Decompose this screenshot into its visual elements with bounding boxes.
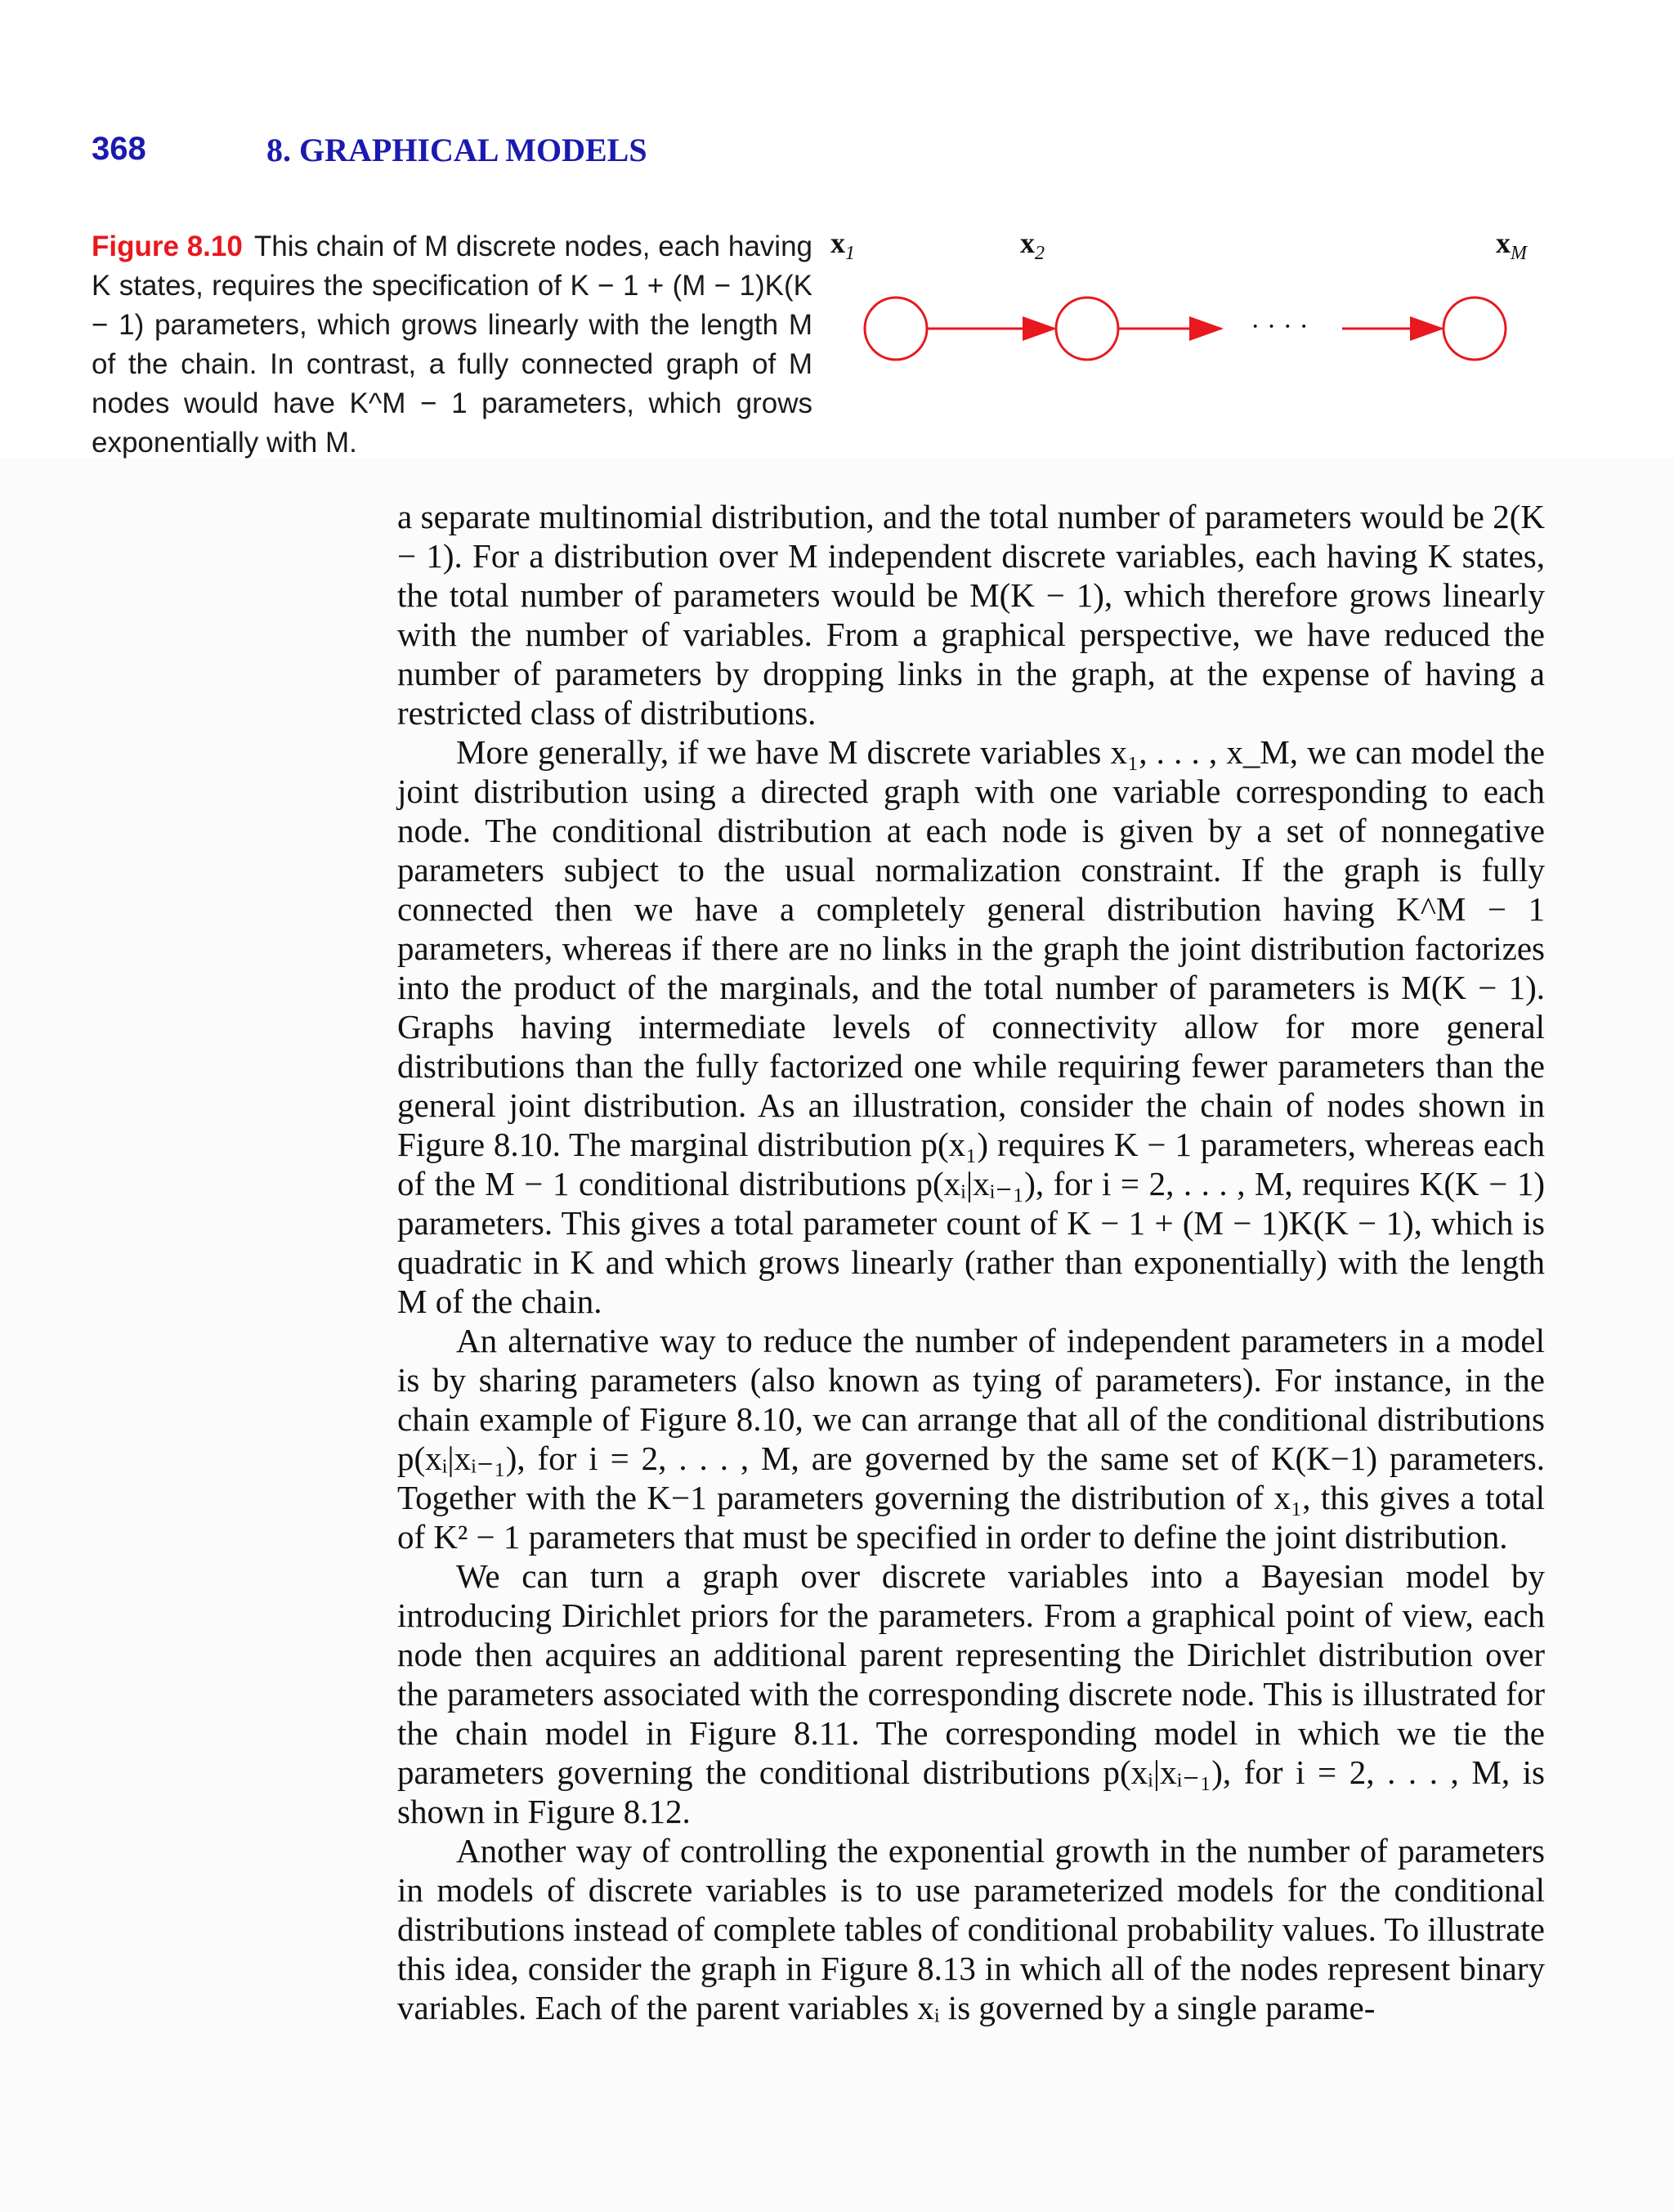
node-x2 xyxy=(1056,298,1118,360)
body-paragraph: More generally, if we have M discrete variables x₁, . . . , x_M, we can model the joint distribution using a directed graph with one variable corresponding to each node. The conditional distribution at each node is given by a set of nonnegative parameters subject to the usual normalization constraint. If the graph is fully connected then we have a completely general distribution having K^M − 1 parameters, whereas if there are no links in the graph the joint distribution factorizes into the product of the marginals, and the total number of parameters is M(K − 1). Graphs having intermediate levels of connectivity allow for more general distributions than the fully factorized one while requiring fewer parameters than the general joint distribution. As an illustration, consider the chain of nodes shown in Figure 8.10. The marginal distribution p(x₁) requires K − 1 parameters, whereas each of the M − 1 conditional distributions p(xᵢ|xᵢ₋₁), for i = 2, . . . , M, requires K(K − 1) parameters. This gives a total parameter count of K − 1 + (M − 1)K(K − 1), which is quadratic in K and which grows linearly (rather than exponentially) with the length M of the chain. xyxy=(397,733,1545,1320)
body-paragraph: An alternative way to reduce the number of independent parameters in a model is by sharing parameters (also known as tying of parameters). For instance, in the chain example of Figure 8.10, we can arrange that all of the conditional distributions p(xᵢ|xᵢ₋₁), for i = 2, . . . , M, are governed by the same set of K(K−1) parameters. Together with the K−1 parameters governing the distribution of x₁, this gives a total of K² − 1 parameters that must be specified in order to define the joint distribution. xyxy=(397,1322,1545,1556)
body-paragraph: Another way of controlling the exponential growth in the number of parameters in models of discrete variables is to use parameterized models for the conditional distributions instead of complete tables of conditional probability values. To illustrate this idea, consider the graph in Figure 8.13 in which all of the nodes represent binary variables. Each of the parent variables xᵢ is governed by a single parame- xyxy=(397,1832,1545,2026)
node-x1 xyxy=(865,298,927,360)
body-paragraph: a separate multinomial distribution, and the total number of parameters would be 2(K − 1). For a distribution over M independent discrete variables, each having K states, the total number of parameters would be M(K − 1), which therefore grows linearly with the number of variables. From a graphical perspective, we have reduced the number of parameters by dropping links in the graph, at the expense of having a restricted class of distributions. xyxy=(397,498,1545,732)
figure-caption-text: This chain of M discrete nodes, each having K states, requires the specification of K − 1 + (M − 1)K(K − 1) parameters, which grows linearly with the length M of the chain. In contrast, a fully connected graph of M nodes would have K^M − 1 parameters, which grows exponentially with M. xyxy=(92,231,812,459)
node-xm xyxy=(1443,298,1506,360)
figure-label: Figure 8.10 xyxy=(92,231,243,262)
body-paragraph: We can turn a graph over discrete variables into a Bayesian model by introducing Dirichlet priors for the parameters. From a graphical point of view, each node then acquires an additional parent representing the Dirichlet distribution over the parameters associated with the corresponding discrete node. This is illustrated for the chain model in Figure 8.11. The corresponding model in which we tie the parameters governing the conditional distributions p(xᵢ|xᵢ₋₁), for i = 2, . . . , M, is shown in Figure 8.12. xyxy=(397,1557,1545,1830)
node-label-x2: $x_2$ xyxy=(1020,226,1045,265)
chain-ellipsis: · · · · xyxy=(1251,311,1309,342)
chapter-title: 8. GRAPHICAL MODELS xyxy=(266,132,647,168)
chain-graph-svg xyxy=(827,255,1546,386)
page-number: 368 xyxy=(92,131,146,167)
body-text xyxy=(397,497,1545,2027)
node-label-x1: $x_1$ xyxy=(830,226,855,265)
figure-caption xyxy=(92,227,812,463)
node-label-xm: $x_M$ xyxy=(1496,226,1527,265)
